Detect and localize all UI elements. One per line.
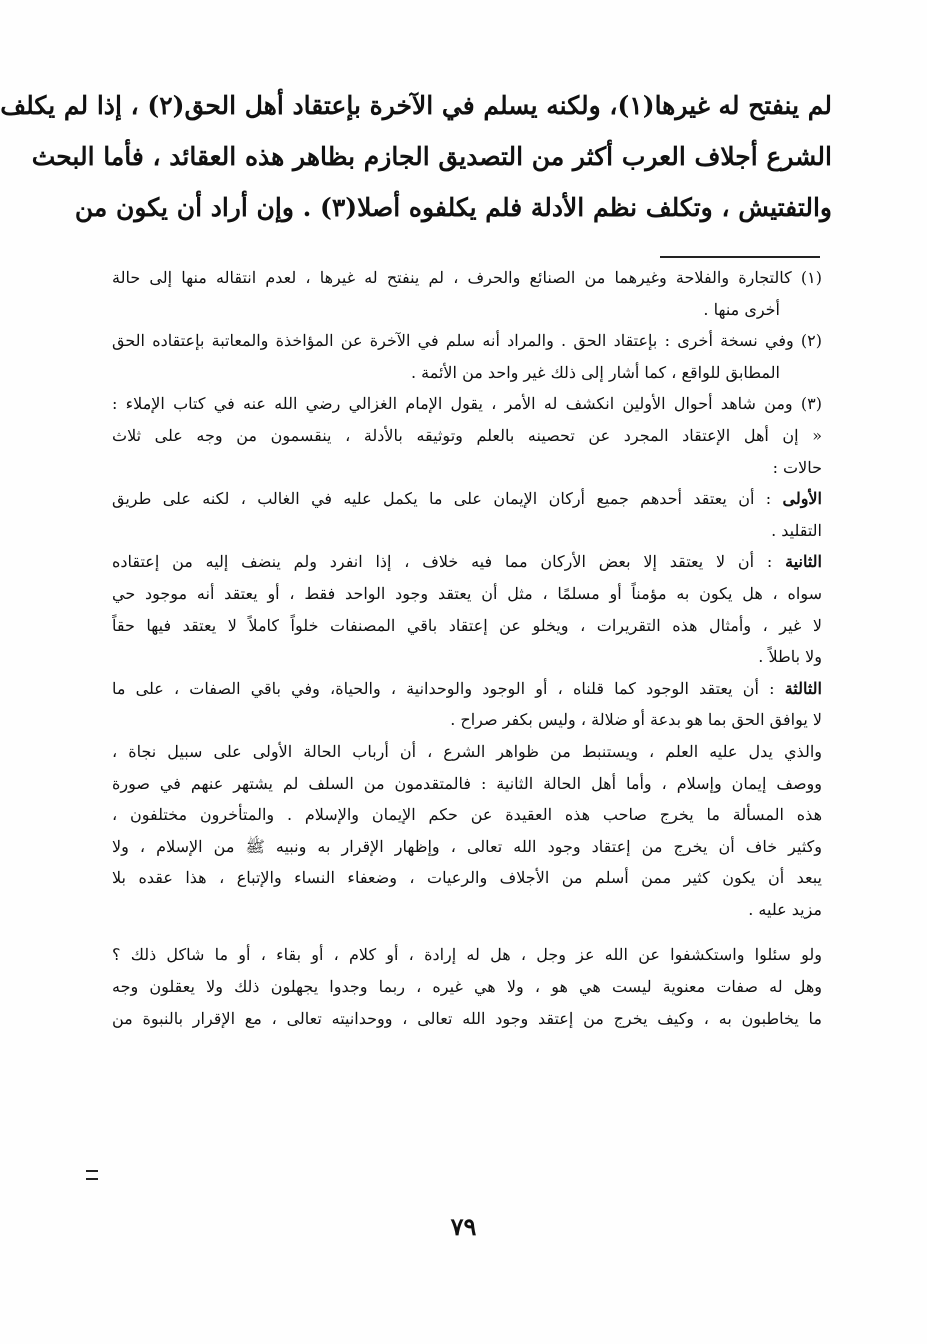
paragraph-gap [112,925,822,939]
footnote-keyword: الثالثة [784,678,822,698]
footnote-3-line: سواه ، هل يكون به مؤمناً أو مسلمًا ، مثل أن يعتقد وجود الواحد فقط ، أو يعتقد أنه موجود حي [112,583,822,603]
footnote-3-line: والذي يدل عليه العلم ، ويستنبط من ظواهر الشرع ، أن أرباب الحالة الأولى على سبيل نجاة ، [112,741,822,761]
footnote-3-line: هذه المسألة ما يخرج صاحب هذه العقيدة عن حكم الإيمان والإسلام . والمتأخرون مختلفون ، [112,805,822,825]
footnote-keyword: الثانية [785,552,822,572]
footnote-3-line: ولو سئلوا واستكشفوا عن الله عز وجل ، هل له إرادة ، أو كلام ، أو بقاء ، أو ما شاكل ذلك ؟ [112,945,822,965]
footnote-1-line: (١) كالتجارة والفلاحة وغيرهما من الصنائع والحرف ، لم ينفتح له غيرها ، لعدم انتقاله منها إلى حالة [112,268,822,287]
page-number: ٧٩ [450,1212,477,1241]
footnote-3-line: « إن أهل الإعتقاد المجرد عن تحصينه بالعلم وتوثيقه بالأدلة ، ينقسمون من وجه على ثلاث [112,425,822,445]
footnote-3-line: التقليد . [771,520,822,540]
footnote-2-line: (٢) وفي نسخة أخرى : بإعتقاد الحق . والمراد أنه سلم في الآخرة عن المؤاخذة والمعاتبة بإعتقاده الحق [112,331,822,351]
main-text-line: الشرع أجلاف العرب أكثر من التصديق الجازم بظاهر هذه العقائد ، فأما البحث [31,142,832,171]
footnote-3-line: وكثير خاف أن يخرج من إعتقاد وجود الله تعالى ، وإظهار الإقرار به ونبيه ﷺ من الإسلام ، ولا [112,836,822,856]
main-text-line: لم ينفتح له غيرها(١)، ولكنه يسلم في الآخرة بإعتقاد أهل الحق(٢) ، إذا لم يكلف [0,91,832,120]
footnote-separator-rule [660,256,820,258]
footnote-3-line: لا يوافق الحق بما هو بدعة أو ضلالة ، وليس بكفر صراح . [450,710,822,730]
footnote-1-line: أخرى منها . [703,299,780,319]
footnote-3-line: لا غير ، وأمثال هذه التقريرات ، ويخلو عن إعتقاد باقي المصنفات خلواً كاملاً لا يعتقد فيها حقاً [112,615,822,635]
main-text-line: والتفتيش ، وتكلف نظم الأدلة فلم يكلفوه أصلا(٣) . وإن أراد أن يكون من [74,193,832,222]
footnote-3-line: ما يخاطبون به ، وكيف يخرج من إعتقد وجود الله تعالى ، ووحدانيته تعالى ، مع الإقرار بالنبوة من [112,1008,822,1028]
main-text-block [0,80,832,233]
footnote-keyword: الأولى [782,489,822,509]
footnote-3-line: ووصف إيمان وإسلام ، وأما أهل الحالة الثانية : فالمتقدمون من السلف لم يشتهر عنهم في صورة [112,773,822,793]
footnote-3-line: وهل له صفات معنوية ليست هي هو ، ولا هي غيره ، ربما وجدوا يجهلون ذلك ولا يعقلون وجه [112,977,822,997]
continuation-mark [86,1170,98,1180]
footnotes-block [112,262,822,1034]
footnote-3-line: مزيد عليه . [748,899,822,919]
footnote-3-line: (٣) ومن شاهد أحوال الأولين انكشف له الأمر ، يقول الإمام الغزالي رضي الله عنه في كتاب الإملاء : [112,394,822,414]
footnote-3-line: يبعد أن يكون كثير ممن أسلم من الأجلاف والرعيات ، وضعفاء النساء والإتباع ، هذا عقده بلا [112,868,822,888]
footnote-3-line: حالات : [772,457,822,477]
footnote-3-line: الأولى : أن يعتقد أحدهم جميع أركان الإيمان على ما يكمل عليه في الغالب ، لكنه على طريق [112,489,822,509]
footnote-2-line: المطابق للواقع ، كما أشار إلى ذلك غير واحد من الأئمة . [410,362,780,382]
footnote-3-line: الثانية : أن لا يعتقد إلا بعض الأركان مما فيه خلاف ، إذا انفرد ولم ينضف إليه من إعتقاده [112,552,822,572]
footnote-3-line: ولا باطلاً . [758,647,822,667]
footnote-3-line: الثالثة : أن يعتقد الوجود كما قلناه ، أو الوجود والوحدانية ، والحياة، وفي باقي الصفات ، على ما [112,678,822,698]
